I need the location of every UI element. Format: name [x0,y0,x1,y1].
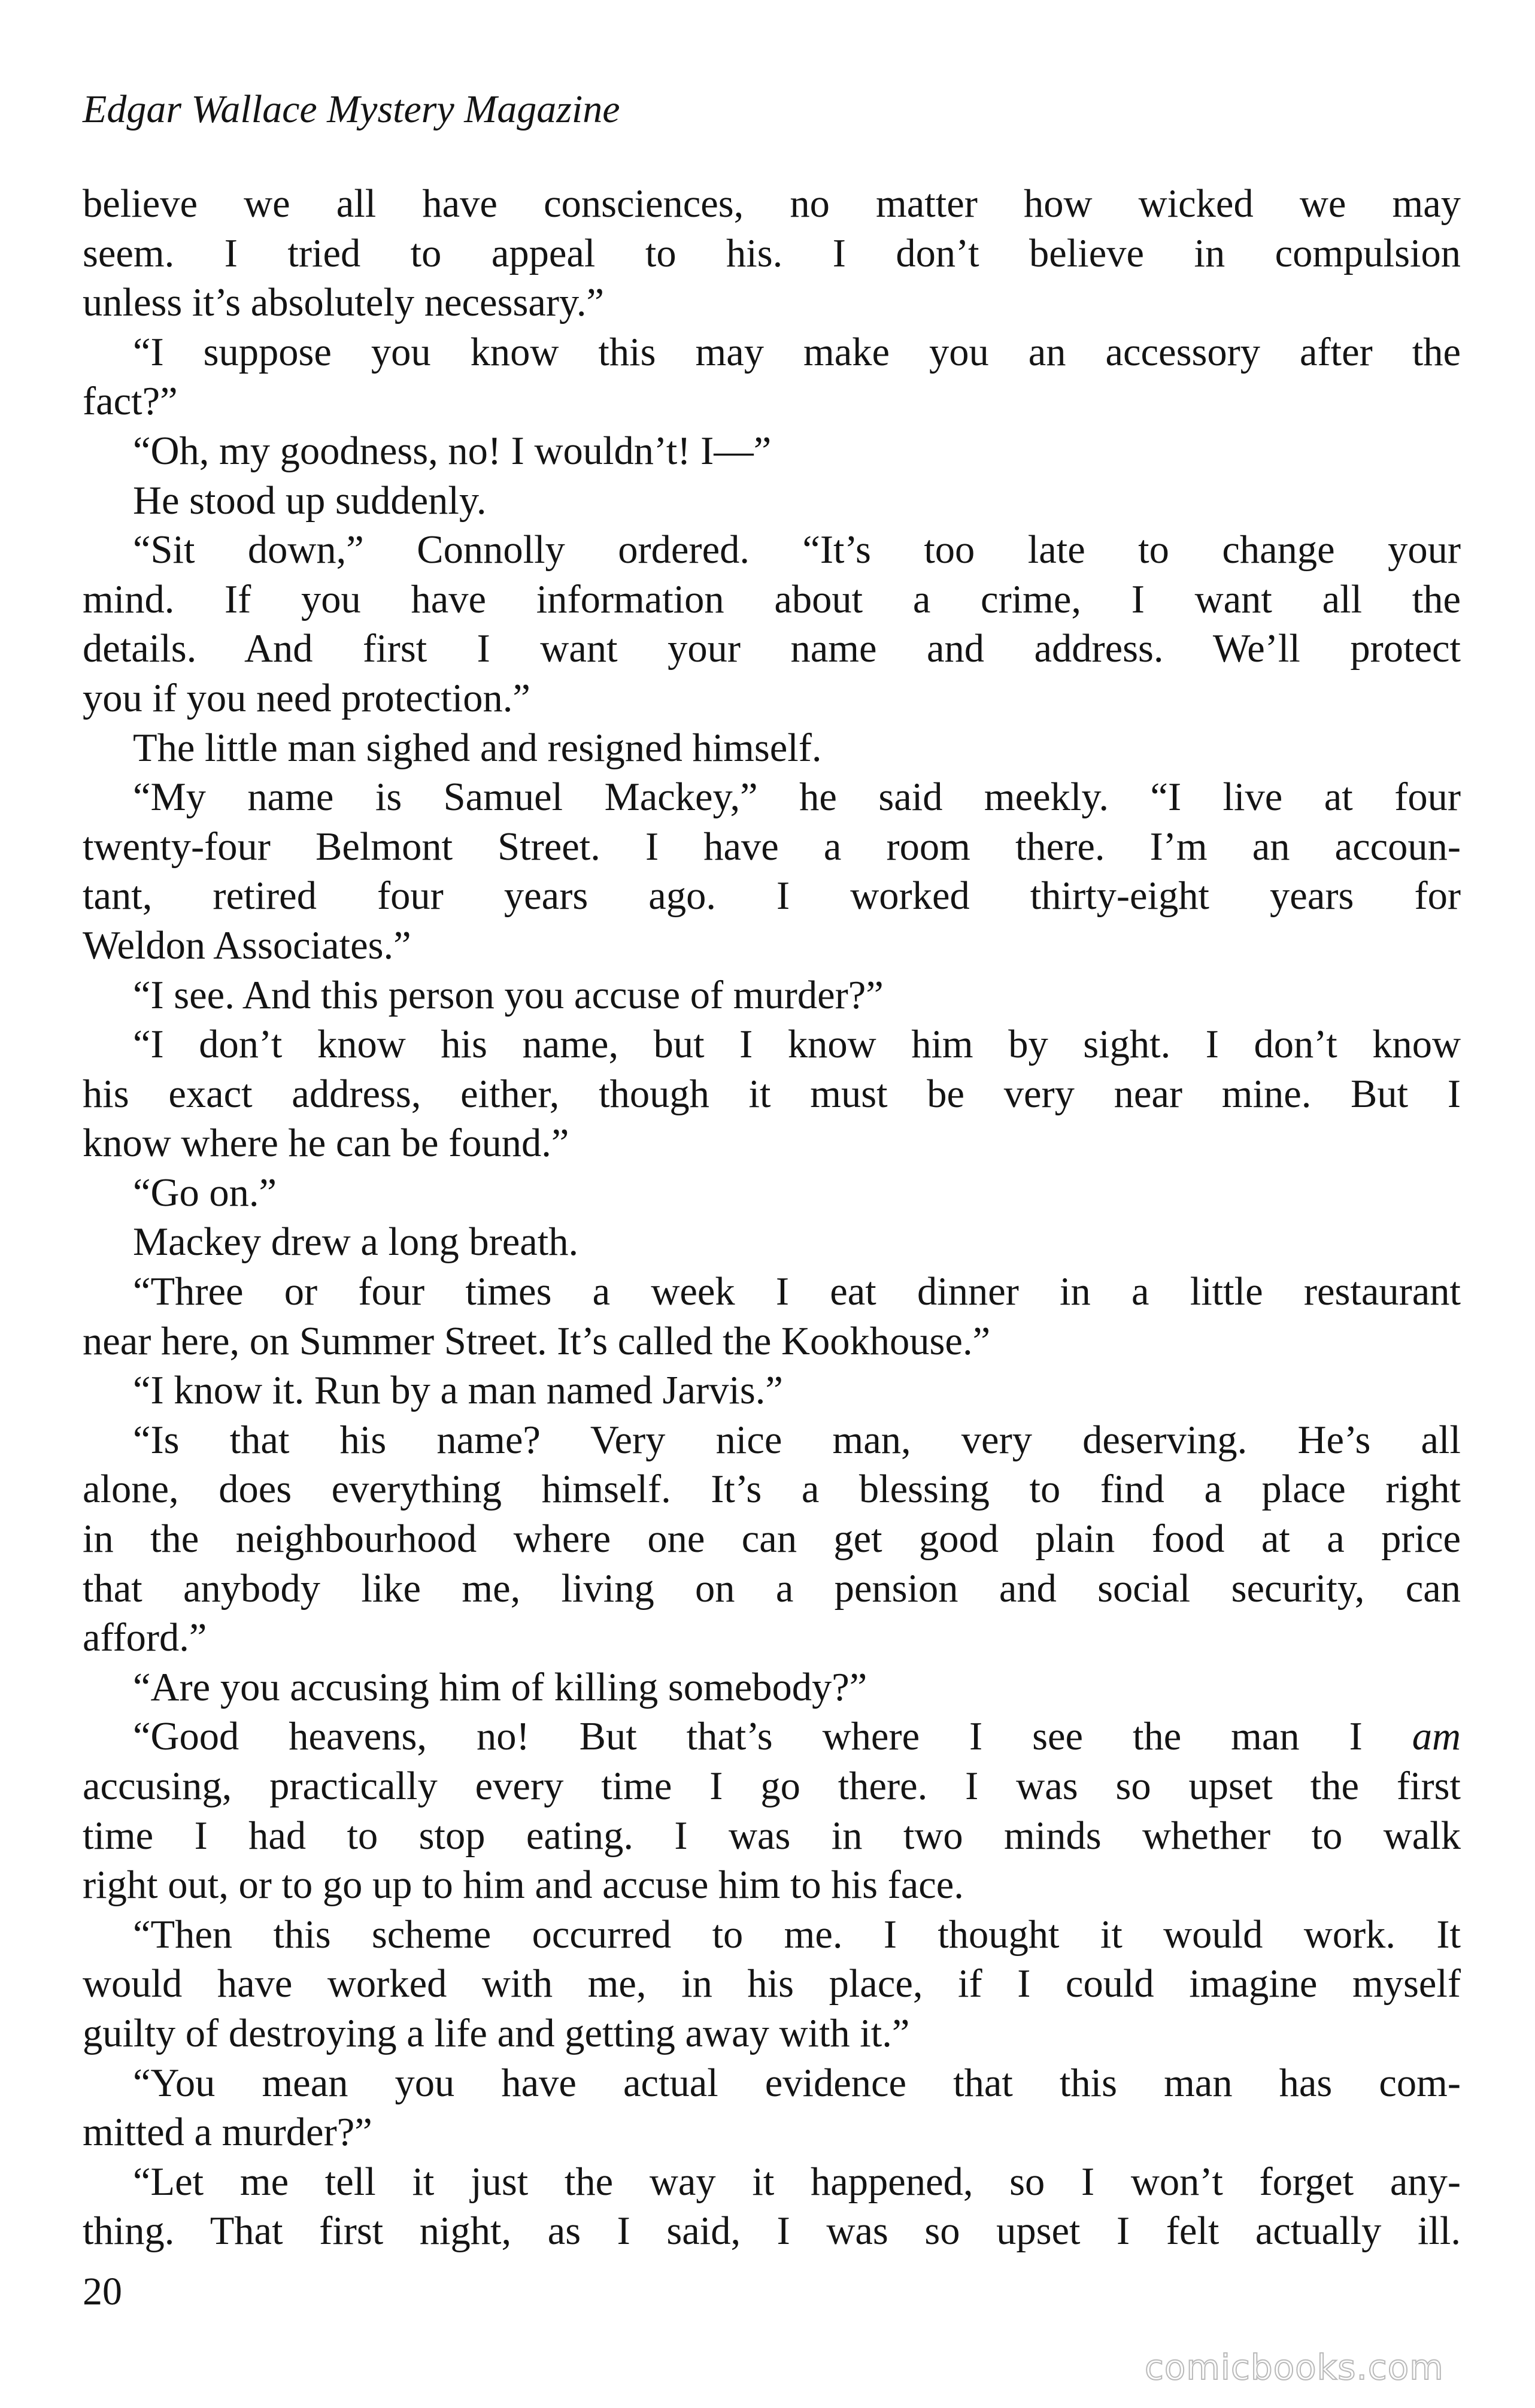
text-line-content: “You mean you have actual evidence that this man has com- [133,2061,1461,2105]
text-line [83,971,1461,1021]
text-line-content: “I don’t know his name, but I know him by sight. I don’t know [133,1023,1461,1067]
text-line [83,526,1461,575]
text-line [83,1416,1461,1466]
text-line-content: time I had to stop eating. I was in two minds whether to walk [83,1813,1461,1858]
text-line-content: twenty-four Belmont Street. I have a room there. I’m an accoun- [83,824,1461,869]
text-line-content: The little man sighed and resigned himself. [133,726,822,770]
watermark: comicbooks.com [1145,2347,1444,2388]
text-line [83,1169,1461,1218]
text-line-content: Mackey drew a long breath. [133,1220,579,1264]
text-line-content: “I suppose you know this may make you an accessory after the [133,330,1461,374]
text-line-content: right out, or to go up to him and accuse him to his face. [83,1863,964,1907]
text-line [83,180,1461,229]
text-line-content: mitted a murder?” [83,2110,372,2155]
text-line [83,1119,1461,1169]
text-line [83,1762,1461,1812]
text-line-content: He stood up suddenly. [133,478,487,523]
text-line-content: would have worked with me, in his place, if I could imagine myself [83,1962,1461,2006]
text-line-content: “I see. And this person you accuse of murder?” [133,973,884,1017]
text-line-content: afford.” [83,1616,207,1660]
text-line [83,921,1461,971]
text-line-content: details. And first I want your name and address. We’ll protect [83,627,1461,671]
text-line [83,1020,1461,1070]
text-line-content: “Go on.” [133,1170,277,1215]
text-line [83,724,1461,774]
text-line [83,1663,1461,1713]
text-line [83,229,1461,279]
text-line [83,2059,1461,2109]
text-line [83,1465,1461,1515]
text-line-content: “Then this scheme occurred to me. I thought it would work. It [133,1912,1461,1957]
text-line-content: alone, does everything himself. It’s a blessing to find a place right [83,1467,1461,1512]
text-line [83,2158,1461,2207]
text-line-content: tant, retired four years ago. I worked thirty-eight years for [83,874,1461,918]
text-line [83,1317,1461,1367]
text-line-content: “Good heavens, no! But that’s where I see the man I [133,1715,1412,1759]
text-line-content: “Sit down,” Connolly ordered. “It’s too late to change your [133,528,1461,572]
text-line [83,377,1461,427]
text-line-content: accusing, practically every time I go there. I was so upset the first [83,1764,1461,1808]
text-line [83,2009,1461,2059]
text-line-content: in the neighbourhood where one can get good plain food at a price [83,1517,1461,1561]
text-line [83,1070,1461,1120]
text-line-content: believe we all have consciences, no matter how wicked we may [83,182,1461,226]
text-line-content: fact?” [83,380,178,424]
text-line [83,1218,1461,1267]
text-line-content: “Are you accusing him of killing somebody?” [133,1665,867,1709]
text-line [83,624,1461,674]
text-line [83,1861,1461,1910]
text-line [83,674,1461,724]
emphasis-text: am [1412,1715,1461,1759]
text-line [83,1267,1461,1317]
text-line-content: unless it’s absolutely necessary.” [83,281,605,325]
text-line [83,2108,1461,2158]
text-line [83,575,1461,625]
text-line [83,823,1461,872]
text-line [83,1712,1461,1762]
text-line-content: “Let me tell it just the way it happened, so I won’t forget any- [133,2160,1461,2204]
text-line [83,2207,1461,2257]
text-line-content: seem. I tried to appeal to his. I don’t believe in compulsion [83,231,1461,275]
page-number: 20 [83,2270,122,2313]
text-line [83,1564,1461,1614]
text-line-content: “Three or four times a week I eat dinner in a little restaurant [133,1270,1461,1314]
text-line-content: know where he can be found.” [83,1121,569,1166]
text-line-content: mind. If you have information about a crime, I want all the [83,577,1461,621]
text-line [83,1812,1461,1861]
text-line [83,1910,1461,1960]
text-line-content: near here, on Summer Street. It’s called the Kookhouse.” [83,1319,991,1363]
text-line-content: that anybody like me, living on a pension and social security, can [83,1566,1461,1611]
text-line-content: “Oh, my goodness, no! I wouldn’t! I—” [133,429,772,473]
text-line-content: Weldon Associates.” [83,923,411,968]
text-line [83,1614,1461,1663]
text-line-content: guilty of destroying a life and getting away with it.” [83,2011,910,2055]
text-line-content: “My name is Samuel Mackey,” he said meekly. “I live at four [133,775,1461,820]
text-line [83,427,1461,477]
text-line [83,773,1461,823]
story-text [83,180,1461,2257]
text-line [83,872,1461,921]
running-head: Edgar Wallace Mystery Magazine [83,87,620,131]
text-line [83,477,1461,526]
text-line [83,328,1461,378]
text-line-content: his exact address, either, though it must be very near mine. But I [83,1072,1461,1116]
text-line-content: thing. That first night, as I said, I was so upset I felt actually ill. [83,2209,1461,2254]
text-line [83,1515,1461,1564]
text-line [83,1366,1461,1416]
text-line [83,278,1461,328]
text-line [83,1960,1461,2009]
text-line-content: “Is that his name? Very nice man, very deserving. He’s all [133,1418,1461,1462]
text-line-content: “I know it. Run by a man named Jarvis.” [133,1369,783,1413]
text-line-content: you if you need protection.” [83,676,530,720]
